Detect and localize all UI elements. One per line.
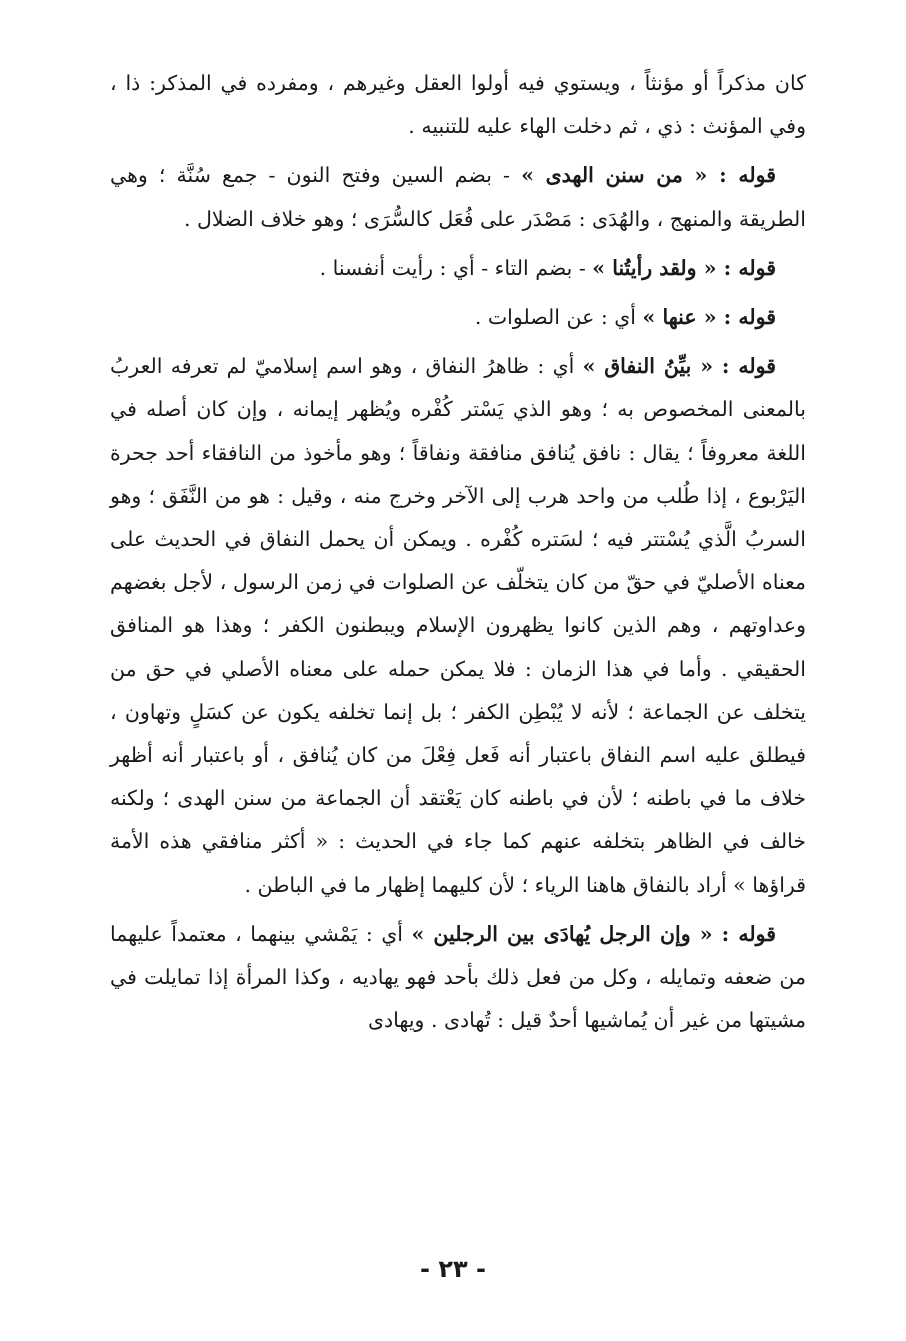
paragraph-1 xyxy=(110,62,806,148)
paragraph-2-lead: قوله : « من سنن الهدى » xyxy=(521,163,776,188)
paragraph-sunan-alhuda xyxy=(110,154,806,240)
page-body xyxy=(110,62,806,1042)
paragraph-4-text: أي : عن الصلوات . xyxy=(474,305,643,330)
paragraph-bayyin-alnifaq xyxy=(110,345,806,907)
paragraph-2-text: - بضم السين وفتح النون - جمع سُنَّة ؛ وهي الطريقة والمنهج ، والهُدَى : مَصْدَر على فُعَل كالسُّرَى ؛ وهو خلاف الضلال . xyxy=(110,163,806,231)
paragraph-6-text: أي : يَمْشي بينهما ، معتمداً عليهما من ضعفه وتمايله ، وكل من فعل ذلك بأحد فهو يهاديه ، وكذا المرأة إذا تمايلت في مشيتها من غير أن يُماشيها أحدٌ قيل : تُهادى . ويهادى xyxy=(110,921,806,1033)
paragraph-5-text: أي : ظاهرُ النفاق ، وهو اسم إسلاميّ لم تعرفه العربُ بالمعنى المخصوص به ؛ وهو الذي يَسْتر كُفْره ويُظهر إيمانه ، وإن كان أصله في اللغة معروفاً ؛ يقال : نافق يُنافق منافقة ونفاقاً ؛ وهو مأخوذ من النافقاء أحد جحرة اليَرْبوع ، إذا طُلب من واحد هرب إلى الآخر وخرج منه ، وقيل : هو من النَّفَق ؛ وهو السربُ الَّذي يُسْتتر فيه ؛ لسَتره كُفْره . ويمكن أن يحمل النفاق في الحديث على معناه الأصليّ في حقّ من كان يتخلّف عن الصلوات في زمن الرسول ، لأجل بغضهم وعداوتهم ، وهم الذين كانوا يظهرون الإسلام ويبطنون الكفر ؛ وهذا هو المنافق الحقيقي . وأما في هذا الزمان : فلا يمكن حمله على معناه الأصلي في حق من يتخلف عن الجماعة ؛ لأنه لا يُبْطِن الكفر ؛ بل إنما تخلفه يكون عن كسَلٍ وتهاون ، فيطلق عليه اسم النفاق باعتبار أنه فَعل فِعْلَ من كان يُنافق ، أو باعتبار أنه أظهر خلاف ما في باطنه ؛ لأن في باطنه كان يَعْتقد أن الجماعة من سنن الهدى ؛ ولكنه خالف في الظاهر بتخلفه عنهم كما جاء في الحديث : « أكثر منافقي هذه الأمة قراؤها » أراد بالنفاق هاهنا الرياء ؛ لأن كليهما إظهار ما في الباطن . xyxy=(110,354,806,897)
paragraph-yuhada xyxy=(110,913,806,1043)
paragraph-3-lead: قوله : « ولقد رأيتُنا » xyxy=(592,255,776,280)
paragraph-3-text: - بضم التاء - أي : رأيت أنفسنا . xyxy=(319,255,593,280)
paragraph-4-lead: قوله : « عنها » xyxy=(642,305,776,330)
paragraph-laqad-raaytuna xyxy=(110,247,806,290)
page-number: - ٢٣ - xyxy=(420,1255,486,1283)
paragraph-6-lead: قوله : « وإن الرجل يُهادَى بين الرجلين » xyxy=(411,921,776,946)
paragraph-1-text: كان مذكراً أو مؤنثاً ، ويستوي فيه أولوا العقل وغيرهم ، ومفرده في المذكر: ذا ، وفي المؤنث : ذي ، ثم دخلت الهاء عليه للتنبيه . xyxy=(110,71,806,139)
paragraph-anha xyxy=(110,296,806,339)
paragraph-5-lead: قوله : « بيِّنُ النفاق » xyxy=(582,354,776,379)
